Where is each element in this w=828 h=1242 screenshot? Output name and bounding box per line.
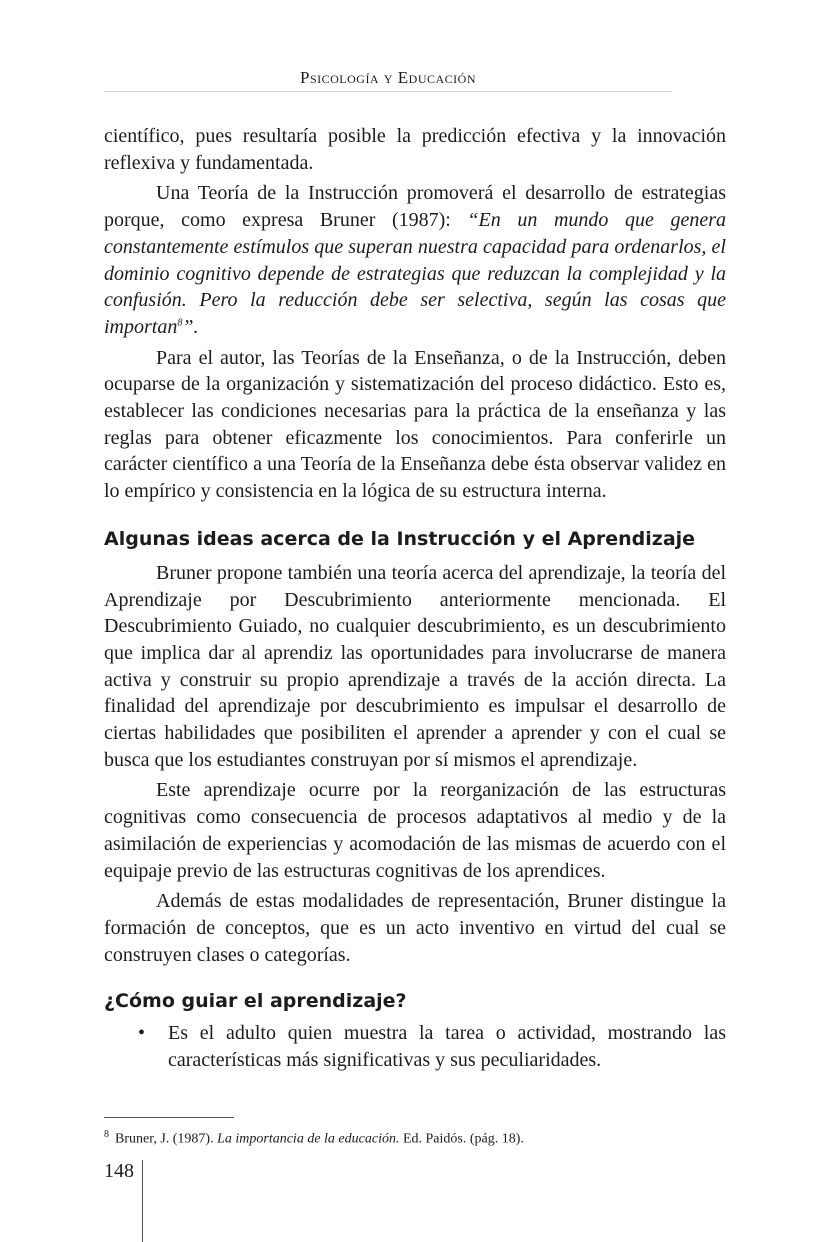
paragraph-2	[104, 180, 726, 340]
paragraph-4: Bruner propone también una teoría acerca del aprendizaje, la teoría del Aprendizaje por Descubrimiento anteriormente mencionada. El Descubrimiento Guiado, no cualquier descubrimiento, es un descubrimiento que implica dar al aprendiz las oportunidades para involucrarse de manera activa y construir su propio aprendizaje a través de la acción directa. La finalidad del aprendizaje por descubrimiento es impulsar el desarrollo de ciertas habilidades que posibiliten el aprender a aprender y con el cual se busca que los estudiantes construyan por sí mismos el aprendizaje.	[104, 561, 726, 771]
footnote	[104, 1126, 726, 1149]
header-divider	[104, 91, 672, 92]
paragraph-5: Este aprendizaje ocurre por la reorganización de las estructuras cognitivas como consecuencia de procesos adaptativos al medio y de la asimilación de experiencias y acomodación de las mismas de acuerdo con el equipaje previo de las estructuras cognitivas de los aprendices.	[104, 779, 726, 882]
bullet-icon: •	[138, 1022, 146, 1045]
paragraph-1: científico, pues resultaría posible la predicción efectiva y la innovación reflexiva y fundamentada.	[104, 125, 726, 174]
bullet-text: Es el adulto quien muestra la tarea o actividad, mostrando las características más significativas y sus peculiaridades.	[168, 1022, 726, 1072]
footnote-author: Bruner, J. (1987).	[115, 1131, 218, 1147]
bullet-item	[104, 1020, 726, 1073]
section-heading-instruccion: Algunas ideas acerca de la Instrucción y el Aprendizaje	[104, 527, 696, 550]
page-number: 148	[104, 1160, 134, 1182]
paragraph-3: Para el autor, las Teorías de la Enseñanza, o de la Instrucción, deben ocuparse de la organización y sistematización del proceso didáctico. Esto es, establecer las condiciones necesarias para la práctica de la enseñanza y las reglas para obtener eficazmente los conocimientos. Para conferirle un carácter científico a una Teoría de la Enseñanza debe ésta observar validez en lo empírico y consistencia en la lógica de su estructura interna.	[104, 346, 726, 503]
bruner-quote-close: ”.	[182, 315, 199, 338]
page-number-rule	[142, 1160, 143, 1242]
bruner-quote-text: “En un mundo que genera constantemente estímulos que superan nuestra capacidad para ordenarlos, el dominio cognitivo depende de estrategias que reduzcan la complejidad y la confusión. Pero la reducción debe ser selectiva, según las cosas que importan	[104, 209, 726, 338]
footnote-title: La importancia de la educación.	[217, 1131, 400, 1147]
section-heading-guiar: ¿Cómo guiar el aprendizaje?	[104, 990, 407, 1013]
running-head: Psicología y Educación	[299, 68, 476, 87]
paragraph-2-text: Una Teoría de la Instrucción promoverá el desarrollo de estrategias porque, como expresa Bruner (1987):	[104, 182, 726, 232]
paragraph-6: Además de estas modalidades de representación, Bruner distingue la formación de conceptos, que es un acto inventivo en virtud del cual se construyen clases o categorías.	[104, 890, 726, 966]
footnote-publisher: Ed. Paidós. (pág. 18).	[399, 1131, 524, 1147]
footnote-number: 8	[104, 1129, 109, 1140]
body-text	[104, 123, 726, 1074]
footnote-divider	[104, 1117, 234, 1118]
footnote-reference: 8	[177, 317, 183, 329]
